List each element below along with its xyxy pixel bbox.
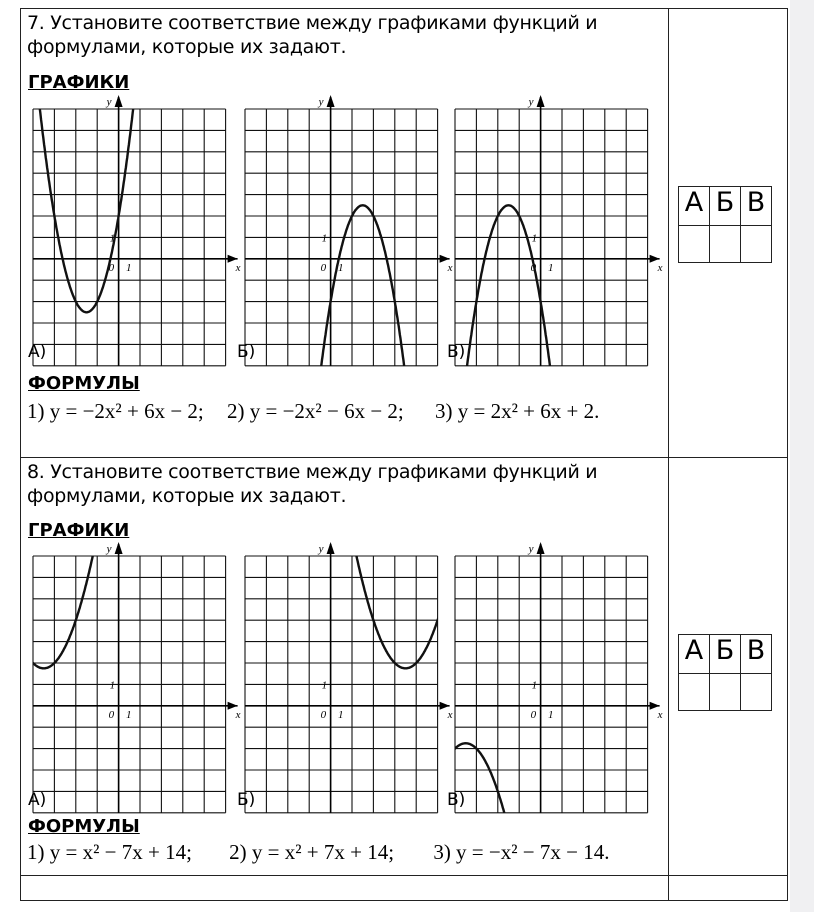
origin-label: 0 (108, 708, 115, 721)
y-axis-arrow (327, 95, 335, 107)
answer-input-box[interactable] (710, 674, 741, 711)
origin-label: 0 (320, 261, 327, 274)
x-unit-label: 1 (338, 261, 344, 274)
next-task-cell (21, 876, 669, 901)
y-axis-arrow (115, 95, 123, 107)
parabola-graph (243, 95, 453, 357)
answer-input-box[interactable] (741, 226, 772, 263)
y-axis-label: y (318, 543, 324, 555)
y-axis-arrow (537, 95, 545, 107)
x-axis-label: x (657, 708, 663, 721)
origin-label: 0 (530, 708, 537, 721)
task-7-cell (21, 9, 669, 458)
formula-2: 2) y = x² + 7x + 14; (229, 840, 395, 864)
y-axis-arrow (327, 542, 335, 554)
formula-1: 1) y = x² − 7x + 14; (27, 840, 192, 864)
x-axis-label: x (447, 261, 453, 274)
y-unit-label: 1 (321, 679, 328, 692)
formula-3: 3) y = 2x² + 6x + 2. (435, 399, 600, 423)
answer-header: В (741, 187, 772, 226)
formulas-label: ФОРМУЛЫ (28, 373, 140, 394)
graphs-label: ГРАФИКИ (28, 72, 130, 93)
formulas-line (27, 399, 599, 424)
parabola-graph (31, 542, 241, 804)
y-axis-label: y (106, 543, 112, 555)
graph-letter: А) (28, 342, 47, 362)
origin-label: 0 (320, 708, 327, 721)
graphs-label: ГРАФИКИ (28, 520, 130, 541)
graph-panel (447, 95, 663, 362)
graph-panel (237, 95, 453, 362)
tasks-table (20, 8, 788, 901)
graph-letter: Б) (237, 790, 256, 810)
answer-table (678, 186, 772, 263)
y-unit-label: 1 (531, 232, 538, 245)
answer-input-box[interactable] (679, 674, 710, 711)
x-unit-label: 1 (126, 261, 132, 274)
task-8-cell (21, 458, 669, 876)
answer-input-box[interactable] (710, 226, 741, 263)
x-unit-label: 1 (338, 708, 344, 721)
page-margin-strip (790, 0, 814, 912)
next-answer-cell (669, 876, 788, 901)
graph-letter: В) (447, 790, 466, 810)
task-heading: 8. Установите соответствие между графиками функций и формулами, которые их задают. (27, 461, 598, 507)
formulas-label: ФОРМУЛЫ (28, 816, 140, 837)
x-unit-label: 1 (126, 708, 132, 721)
graph-panel (237, 542, 453, 810)
parabola-graph (453, 542, 663, 804)
y-axis-arrow (115, 542, 123, 554)
graph-letter: А) (28, 790, 47, 810)
parabola-graph (453, 95, 663, 357)
parabola-graph (243, 542, 453, 804)
answer-input-box[interactable] (679, 226, 710, 263)
graph-panel (28, 542, 241, 810)
task-row (21, 458, 788, 876)
x-axis-label: x (235, 708, 241, 721)
y-unit-label: 1 (109, 232, 116, 245)
y-unit-label: 1 (531, 679, 538, 692)
x-axis-label: x (235, 261, 241, 274)
y-axis-label: y (528, 96, 534, 108)
x-axis-label: x (447, 708, 453, 721)
answer-input-box[interactable] (741, 674, 772, 711)
graph-panel (447, 542, 663, 810)
y-axis-label: y (106, 96, 112, 108)
answer-header: Б (710, 187, 741, 226)
formulas-line (27, 840, 609, 865)
answer-table (678, 634, 772, 711)
y-axis-label: y (318, 96, 324, 108)
worksheet (20, 8, 788, 912)
answer-cell (669, 9, 788, 458)
y-axis-label: y (528, 543, 534, 555)
y-unit-label: 1 (109, 679, 116, 692)
next-task-row (21, 876, 788, 901)
parabola-graph (31, 95, 241, 357)
answer-header: А (679, 187, 710, 226)
origin-label: 0 (530, 261, 537, 274)
x-axis-label: x (657, 261, 663, 274)
x-unit-label: 1 (548, 261, 554, 274)
answer-header: Б (710, 635, 741, 674)
answer-header: А (679, 635, 710, 674)
x-unit-label: 1 (548, 708, 554, 721)
graph-panel (28, 95, 241, 362)
task-row (21, 9, 788, 458)
task-heading: 7. Установите соответствие между графиками функций и формулами, которые их задают. (27, 12, 598, 58)
y-unit-label: 1 (321, 232, 328, 245)
formula-1: 1) y = −2x² + 6x − 2; (27, 399, 204, 423)
y-axis-arrow (537, 542, 545, 554)
formula-3: 3) y = −x² − 7x − 14. (433, 840, 610, 864)
graph-letter: В) (447, 342, 466, 362)
formula-2: 2) y = −2x² − 6x − 2; (227, 399, 404, 423)
origin-label: 0 (108, 261, 115, 274)
answer-header: В (741, 635, 772, 674)
answer-cell (669, 458, 788, 876)
graph-letter: Б) (237, 342, 256, 362)
